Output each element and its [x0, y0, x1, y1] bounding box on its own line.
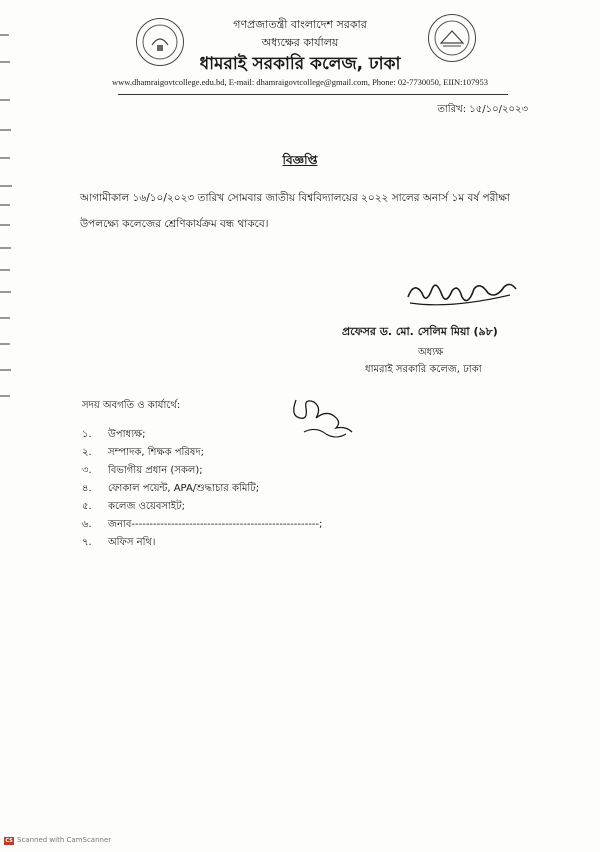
list-item: ২. সম্পাদক, শিক্ষক পরিষদ; — [82, 447, 205, 458]
scanner-watermark — [4, 836, 111, 845]
notice-title: বিজ্ঞপ্তি — [282, 153, 318, 167]
office-heading: অধ্যক্ষের কার্যালয় — [261, 36, 339, 49]
government-heading: গণপ্রজাতন্ত্রী বাংলাদেশ সরকার — [233, 18, 367, 31]
signer-title: অধ্যক্ষ — [418, 347, 444, 358]
notice-date: তারিখ: ১৫/১০/২০২৩ — [437, 104, 528, 115]
principal-signature — [400, 275, 520, 315]
list-item: ৪. ফোকাল পয়েন্ট, APA/শুদ্ধাচার কমিটি; — [82, 483, 260, 494]
list-item: ৩. বিভাগীয় প্রধান (সকল); — [82, 465, 203, 476]
scanner-label: Scanned with CamScanner — [17, 836, 112, 844]
contact-line: www.dhamraigovtcollege.edu.bd, E-mail: dhamraigovtcollege@gmail.com, Phone: 02-7730050, EIIN:107953 — [112, 77, 488, 87]
distribution-list — [82, 426, 322, 552]
distribution-heading: সদয় অবগতি ও কার্যার্থে: — [82, 400, 181, 411]
list-item: ১. উপাধ্যক্ষ; — [82, 429, 146, 440]
signer-name: প্রফেসর ড. মো. সেলিম মিয়া (৯৮) — [342, 325, 498, 338]
list-item: ৬. জনাব----------------------------------------------------; — [82, 519, 323, 530]
camscanner-icon: CS — [5, 838, 13, 844]
header-divider — [118, 94, 508, 95]
list-item: ৫. কলেজ ওয়েবসাইট; — [82, 501, 185, 512]
notice-body: আগামীকাল ১৬/১০/২০২৩ তারিখ সোমবার জাতীয় বিশ্ববিদ্যালয়ের ২০২২ সালের অনার্স ১ম বর্ষ পরীক্ষা উপলক্ষ্যে কলেজের শ্রেণিকার্যক্রম বন্ধ থাকবে। — [80, 192, 510, 230]
signer-college: ধামরাই সরকারি কলেজ, ঢাকা — [365, 364, 482, 375]
college-title: ধামরাই সরকারি কলেজ, ঢাকা — [199, 54, 401, 74]
list-item: ৭. অফিস নথি। — [82, 537, 156, 548]
